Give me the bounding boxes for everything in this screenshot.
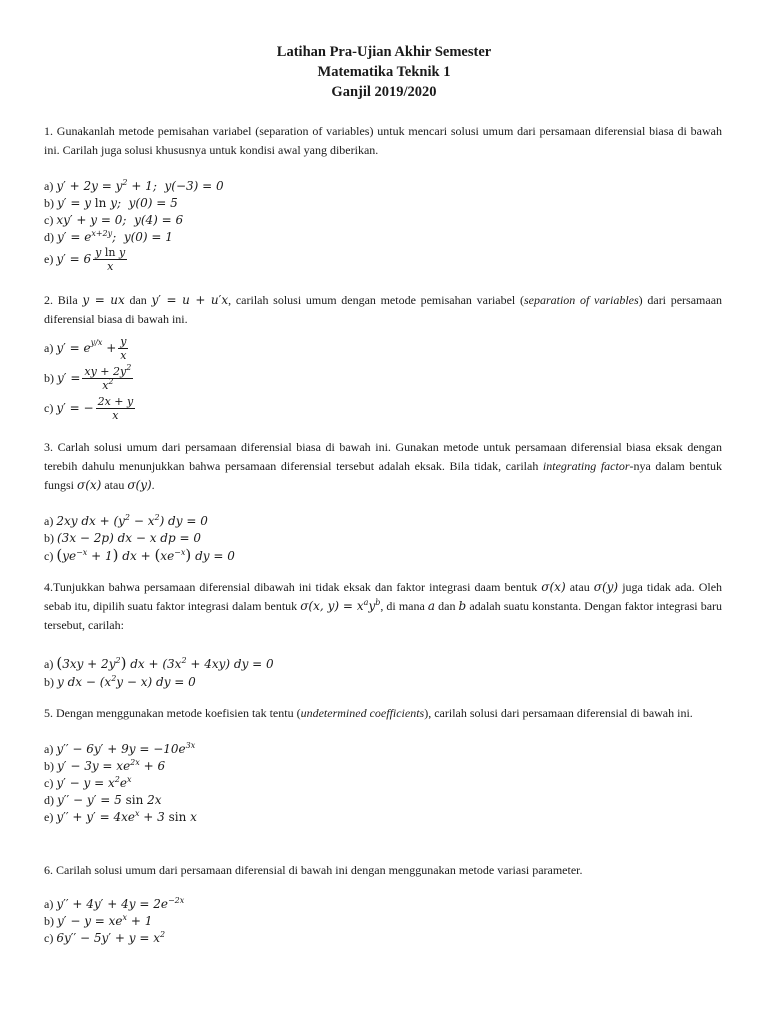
q6-item-c: c) $6y'' - 5y' + y = x^2$ — [44, 930, 166, 945]
question-3-items — [44, 513, 722, 565]
question-4 — [44, 578, 722, 691]
question-6-text: 6. Carilah solusi umum dari persamaan diferensial di bawah ini dengan menggunakan metode variasi parameter. — [44, 863, 583, 877]
q5-item-d: d) y′′ − y′ = 5 sin 2x — [44, 793, 162, 807]
title-line-1: Latihan Pra-Ujian Akhir Semester — [276, 44, 492, 60]
q5-item-b: b) $y' - 3y = xe^{2x} + 6$ — [44, 758, 166, 773]
question-5 — [44, 704, 722, 826]
question-4-items — [44, 653, 722, 691]
question-3-text: 3. Carlah solusi umum dari persamaan diferensial biasa di bawah ini. Gunakan metode untuk persamaan diferensial biasa eksak dengan terebih dahulu menunjukkan bahwa persamaan diferensial tersebut adalah eksak. Bila tidak, carilah integrating factor-nya dalam bentuk fungsi σ(x) atau σ(y). — [44, 440, 722, 492]
q3-item-b: b) (3x − 2p) dx − x dp = 0 — [44, 531, 201, 545]
question-1-items — [44, 178, 722, 272]
question-3 — [44, 438, 722, 565]
q2-item-b: b) y′ = $\frac{xy + 2y^2}{x^2}$ — [44, 362, 132, 392]
q2-item-a: a) $y' = e^{y/x}$ + $\frac{y}{x}$ — [44, 334, 127, 362]
title-line-2: Matematika Teknik 1 — [317, 64, 451, 80]
q1-item-b: b) y′ = y ln y; y(0) = 5 — [44, 196, 178, 210]
question-1-text: 1. Gunakanlah metode pemisahan variabel (separation of variables) untuk mencari solusi umum dari persamaan diferensial biasa di bawah ini. Carilah juga solusi khususnya untuk kondisi awal yang diberikan. — [44, 124, 722, 157]
question-1 — [44, 122, 722, 272]
q5-item-c: c) $y' - y = x^2e^x$ — [44, 775, 132, 790]
q3-item-a: a) 2xy dx + $(y^2 - x^2)$ dy = 0 — [44, 513, 208, 528]
question-2 — [44, 291, 722, 423]
q1-item-d: d) $y' = e^{x+2y}$; y(0) = 1 — [44, 229, 173, 244]
q2-item-c: c) y′ = − $\frac{2x + y}{x}$ — [44, 394, 134, 422]
q3-item-c: c) $(ye^{-x} + 1)$ dx + $(xe^{-x})$ dy = 0 — [44, 546, 235, 564]
question-5-items — [44, 741, 722, 826]
q4-item-a: a) $(3xy + 2y^2)$ dx + $(3x^2 + 4xy)$ dy = 0 — [44, 654, 274, 672]
q1-item-c: c) xy′ + y = 0; y(4) = 6 — [44, 213, 184, 227]
question-2-items — [44, 333, 722, 423]
q1-item-e: e) y′ = 6 $\frac{\text{y ln y}}{x}$ — [44, 245, 126, 273]
document-title — [0, 42, 768, 102]
question-2-text: 2. Bila y = ux dan y′ = u + u′x, carilah solusi umum dengan metode pemisahan variabel (separation of variables) dari persamaan diferensial biasa di bawah ini. — [44, 293, 723, 326]
q6-item-b: b) $y' - y = xe^x + 1$ — [44, 913, 153, 928]
q1-item-a: a) $y' + 2y = y^2 + 1$; y(−3) = 0 — [44, 178, 224, 193]
question-5-text: 5. Dengan menggunakan metode koefisien tak tentu (undetermined coefficients), carilah solusi dari persamaan diferensial di bawah ini. — [44, 706, 693, 720]
q5-item-e: e) $y'' + y' = 4xe^x + 3$ sin x — [44, 809, 197, 824]
q5-item-a: a) $y'' - 6y' + 9y = -10e^{3x}$ — [44, 741, 196, 756]
question-6 — [44, 861, 722, 947]
question-6-items — [44, 896, 722, 947]
title-line-3: Ganjil 2019/2020 — [331, 84, 437, 100]
q6-item-a: a) $y'' + 4y' + 4y = 2e^{-2x}$ — [44, 896, 185, 911]
question-4-text: 4.Tunjukkan bahwa persamaan diferensial dibawah ini tidak eksak dan faktor integrasi daam bentuk σ(x) atau σ(y) juga tidak ada. Oleh sebab itu, dipilih suatu faktor integrasi dalam bentuk σ(x, $y) = x^ay^b$, di mana a dan b adalah suatu konstanta. Dengan faktor integrasi baru tersebut, carilah: — [44, 580, 723, 632]
q4-item-b: b) y dx − $(x^2y - x)$ dy = 0 — [44, 674, 196, 689]
